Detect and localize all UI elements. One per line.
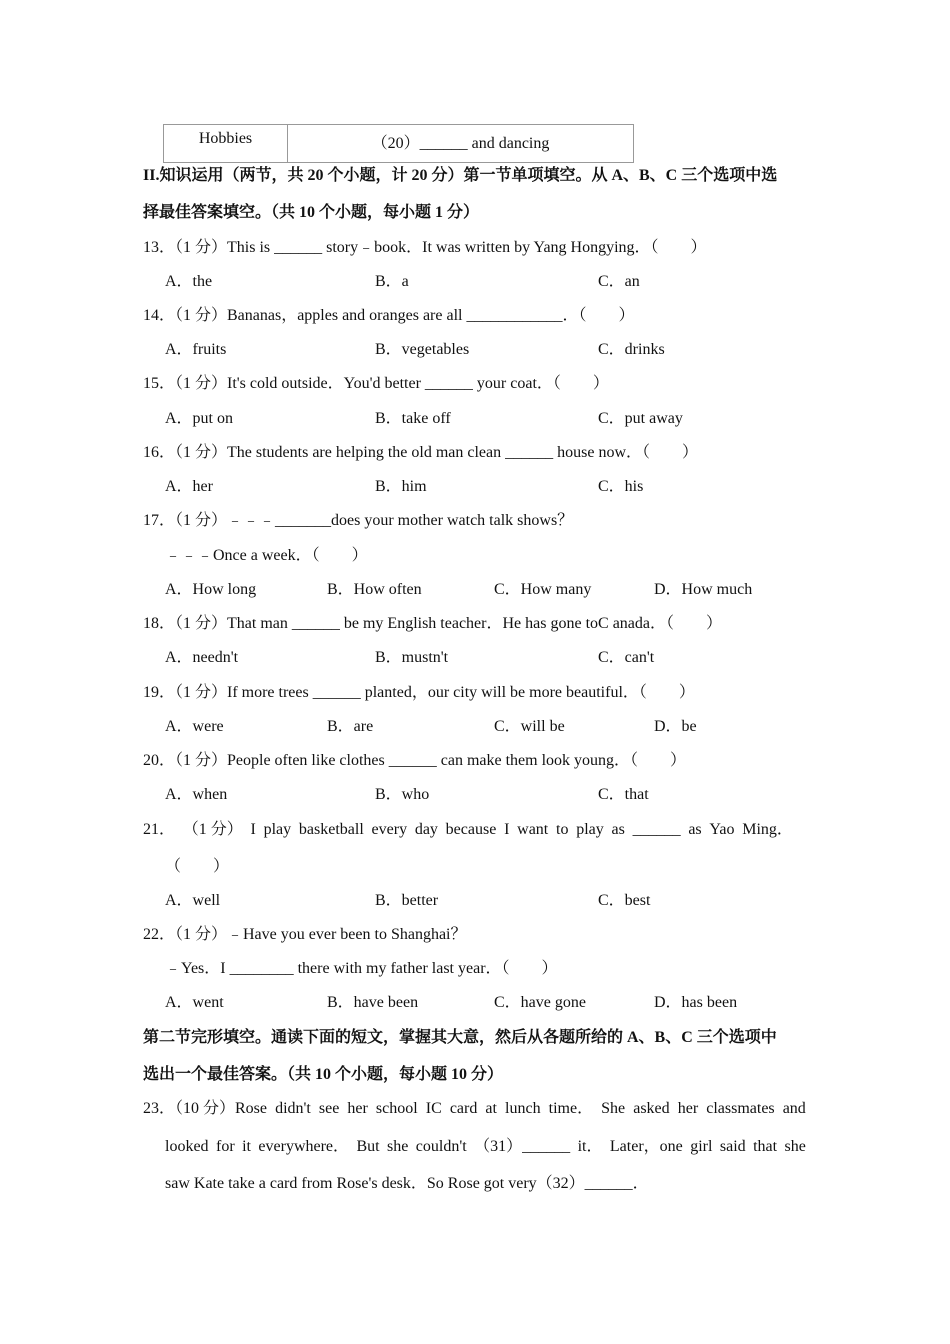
cloze-section-heading-cont: 选出一个最佳答案。（共 10 个小题，每小题 10 分） [143,1066,504,1083]
q23-word: card [449,1100,478,1117]
q23-word: that [753,1138,778,1155]
q23-word: lunch [505,1100,541,1117]
q19-option-b[interactable]: B．are [327,718,374,735]
q14-option-a[interactable]: A．fruits [165,341,227,358]
q21-word: every [371,821,408,838]
q16-option-a[interactable]: A．her [165,478,213,495]
q23-word: she [387,1138,409,1155]
q22-option-c[interactable]: C．have gone [494,994,586,1011]
question-22-line2: ﹣Yes．I ________ there with my father last year．（ ） [165,960,558,977]
q18-option-b[interactable]: B．mustn't [375,649,449,666]
question-20-stem: 20．（1 分）People often like clothes ______ can make them look young．（ ） [143,752,687,769]
hobbies-value: （20）______ and dancing [288,125,634,163]
q20-option-a[interactable]: A．when [165,786,228,803]
cloze-section-heading: 第二节完形填空。通读下面的短文，掌握其大意，然后从各题所给的 A、B、C 三个选项中 [143,1029,777,1046]
q13-option-b[interactable]: B．a [375,273,409,290]
q23-word: asked [633,1100,670,1117]
q19-option-d[interactable]: D．be [654,718,697,735]
q21-word: as [688,821,702,838]
q19-option-c[interactable]: C．will be [494,718,565,735]
q14-option-b[interactable]: B．vegetables [375,341,470,358]
q21-option-c[interactable]: C．best [598,892,651,909]
q23-word: But [356,1138,380,1155]
q20-option-c[interactable]: C．that [598,786,649,803]
q17-option-c[interactable]: C．How many [494,581,592,598]
q23-word: didn't [275,1100,311,1117]
q21-word: （1 分） [182,821,243,838]
q21-word: ______ [632,821,681,838]
q15-option-c[interactable]: C．put away [598,410,683,427]
question-17-line2: ﹣﹣﹣Once a week．（ ） [165,547,368,564]
question-21-stem [143,820,793,840]
q21-word: Ming． [742,821,793,838]
question-19-stem: 19．（1 分）If more trees ______ planted，our city will be more beautiful．（ ） [143,684,695,701]
q20-option-b[interactable]: B．who [375,786,430,803]
q23-word: looked [165,1138,209,1155]
q21-word: I [504,821,510,838]
q21-word: Yao [709,821,735,838]
q13-option-a[interactable]: A．the [165,273,213,290]
q23-word: 23．（10 分）Rose [143,1100,268,1117]
q23-word: everywhere． [258,1138,350,1155]
q17-option-b[interactable]: B．How often [327,581,422,598]
question-23-line1 [143,1099,806,1119]
q23-word: said [719,1138,746,1155]
q21-option-b[interactable]: B．better [375,892,439,909]
q19-option-a[interactable]: A．were [165,718,224,735]
q15-option-b[interactable]: B．take off [375,410,451,427]
q23-word: Later，one [609,1138,683,1155]
q23-word: IC [425,1100,442,1117]
q21-word: 21． [143,821,176,838]
q21-word: play [576,821,604,838]
q23-word: and [782,1100,806,1117]
hobbies-label: Hobbies [164,125,288,163]
q16-option-b[interactable]: B．him [375,478,427,495]
question-22-stem: 22．（1 分）﹣Have you ever been to Shanghai？ [143,926,467,943]
q17-option-a[interactable]: A．How long [165,581,257,598]
q23-word: her [677,1100,699,1117]
q21-word: want [517,821,549,838]
q23-blank-31: （31）______ [474,1138,571,1155]
q23-word: school [375,1100,418,1117]
question-15-stem: 15．（1 分）It's cold outside．You'd better ______ your coat．（ ） [143,375,609,392]
question-21-line2: （ ） [165,858,230,875]
q18-option-c[interactable]: C．can't [598,649,655,666]
q23-word: classmates [706,1100,775,1117]
question-18-stem: 18．（1 分）That man ______ be my English teacher．He has gone toC anada．（ ） [143,615,722,632]
q22-option-d[interactable]: D．has been [654,994,738,1011]
question-13-stem: 13．（1 分）This is ______ story﹣book．It was written by Yang Hongying．（ ） [143,239,707,256]
q21-word: basketball [298,821,364,838]
question-14-stem: 14．（1 分）Bananas，apples and oranges are all ____________．（ ） [143,307,635,324]
q23-word: for [215,1138,235,1155]
q21-word: because [445,821,497,838]
q23-word: couldn't [415,1138,467,1155]
q17-option-d[interactable]: D．How much [654,581,753,598]
question-17-stem: 17．（1 分）﹣﹣﹣_______does your mother watch talk shows？ [143,512,574,529]
q16-option-c[interactable]: C．his [598,478,644,495]
section-heading-cont: 择最佳答案填空。（共 10 个小题，每小题 1 分） [143,204,480,221]
q14-option-c[interactable]: C．drinks [598,341,665,358]
q23-word: She [601,1100,626,1117]
section-heading: II.知识运用（两节，共 20 个小题，计 20 分）第一节单项填空。从 A、B、C 三个选项中选 [143,167,778,184]
q21-word: play [263,821,292,838]
q21-option-a[interactable]: A．well [165,892,221,909]
q23-word: time． [548,1100,594,1117]
hobbies-table [163,124,634,163]
q23-word: it [242,1138,251,1155]
q13-option-c[interactable]: C．an [598,273,640,290]
q23-word: girl [690,1138,713,1155]
q23-word: at [485,1100,497,1117]
q22-option-b[interactable]: B．have been [327,994,419,1011]
q22-option-a[interactable]: A．went [165,994,224,1011]
q23-word: see [318,1100,340,1117]
q15-option-a[interactable]: A．put on [165,410,234,427]
q23-word: it． [577,1138,603,1155]
q23-word: her [347,1100,368,1117]
q21-word: to [556,821,569,838]
q21-word: day [414,821,438,838]
question-23-line3: saw Kate take a card from Rose's desk．So Rose got very（32）______． [165,1175,649,1192]
q23-word: she [784,1138,806,1155]
question-16-stem: 16．（1 分）The students are helping the old man clean ______ house now．（ ） [143,444,699,461]
q21-word: as [611,821,625,838]
q21-word: I [250,821,256,838]
q18-option-a[interactable]: A．needn't [165,649,239,666]
question-23-line2 [165,1137,806,1157]
